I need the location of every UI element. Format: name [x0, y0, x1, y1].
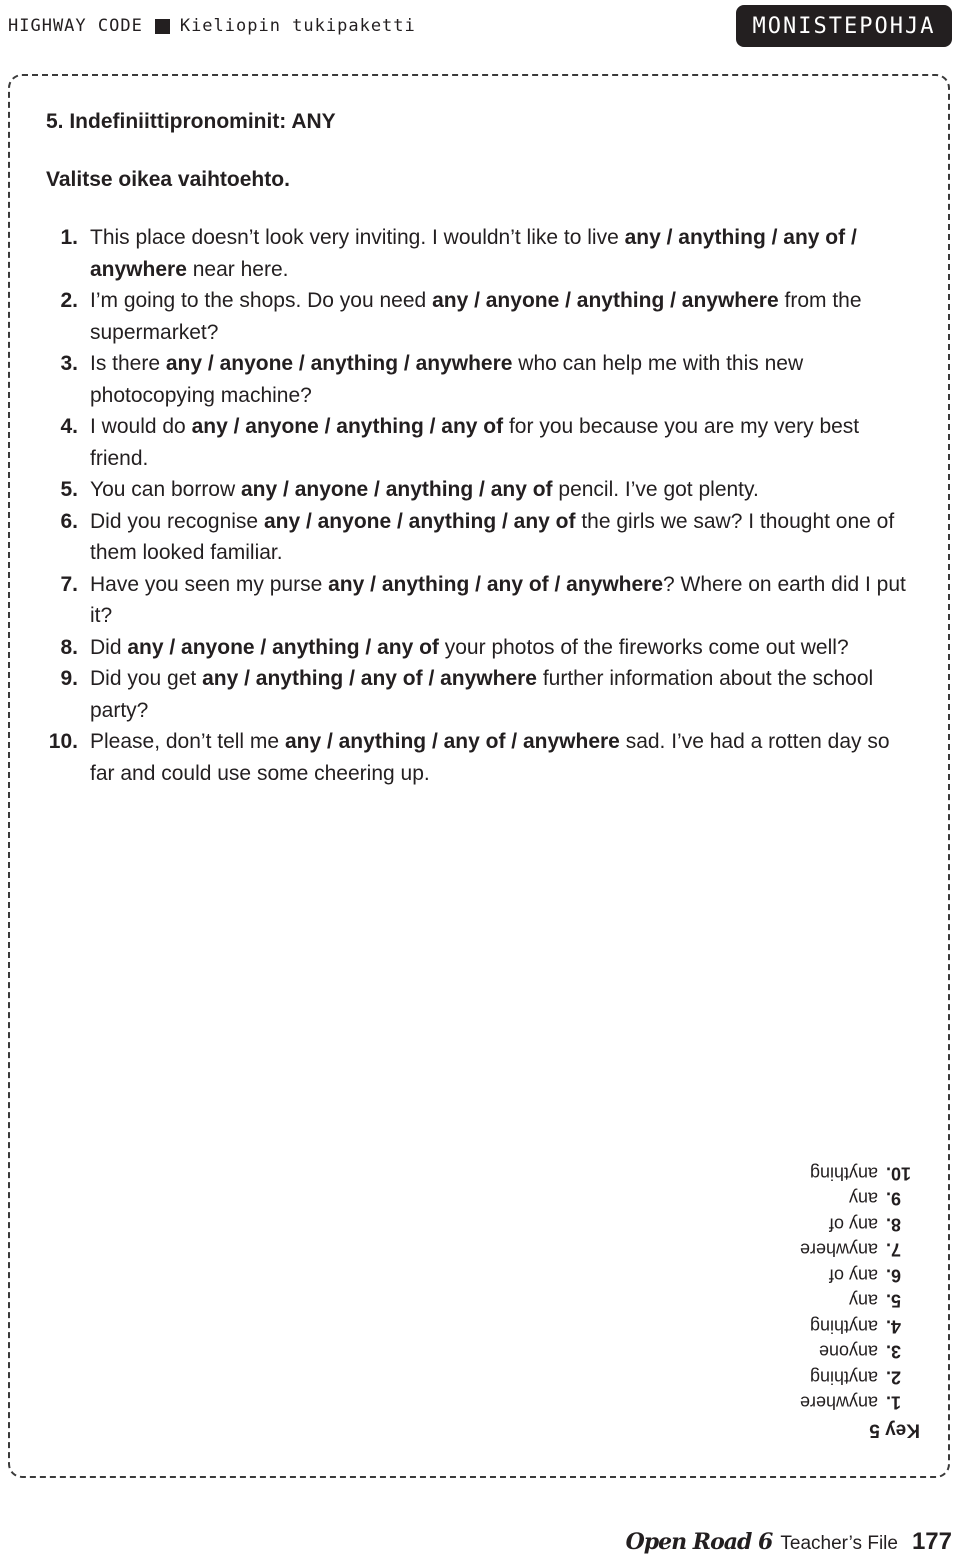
exercise-item-number: 7.	[60, 572, 78, 596]
exercise-item-suffix: further information about the school party?	[90, 667, 874, 722]
exercise-item-text	[90, 474, 916, 506]
answer-key-number: 2.	[886, 1367, 902, 1388]
answer-key-answer: anything	[809, 1316, 878, 1337]
exercise-item-number: 9.	[60, 667, 78, 690]
exercise-item-suffix: pencil. I’ve got plenty.	[552, 478, 759, 501]
answer-key-row	[784, 1262, 920, 1288]
exercise-item-options: any / anyone / anything / any of	[263, 509, 576, 533]
exercise-item	[46, 285, 916, 348]
worksheet-badge: MONISTEPOHJA	[736, 5, 952, 47]
answer-key-row	[784, 1186, 920, 1212]
exercise-item-number: 4.	[60, 415, 78, 438]
square-bullet-icon	[155, 19, 170, 34]
exercise-instruction: Valitse oikea vaihtoehto.	[46, 168, 290, 191]
exercise-item-options: any / anything / any of / anywhere	[202, 667, 537, 690]
answer-key-answer: any of	[828, 1265, 878, 1286]
exercise-item-suffix: who can help me with this new photocopying machine?	[90, 352, 804, 407]
answer-key-number: 3.	[886, 1342, 902, 1362]
exercise-item-text	[90, 222, 916, 285]
exercise-item	[46, 222, 916, 285]
exercise-item-suffix: from the supermarket?	[90, 289, 862, 344]
exercise-item-options: any / anything / any of / anywhere	[90, 226, 857, 281]
page-footer	[626, 1528, 952, 1560]
exercise-item-suffix: for you because you are my very best friend.	[90, 415, 860, 470]
exercise-item-number: 10.	[48, 730, 78, 753]
header-series	[8, 16, 416, 36]
answer-key-row	[784, 1364, 920, 1390]
answer-key-title: Key 5	[869, 1419, 920, 1441]
exercise-item	[46, 663, 916, 726]
exercise-item	[46, 411, 916, 474]
exercise-item-prefix: I would do	[90, 415, 192, 438]
exercise-item-text	[90, 411, 916, 474]
answer-key-number: 10.	[886, 1163, 912, 1184]
exercise-item-prefix: Please, don’t tell me	[90, 730, 285, 753]
answer-key-number: 6.	[886, 1265, 902, 1286]
answer-key-number: 1.	[886, 1393, 902, 1413]
exercise-item-number: 1.	[60, 226, 78, 249]
exercise-item	[46, 474, 916, 506]
exercise-item-text	[90, 726, 916, 789]
exercise-item-prefix: Is there	[90, 352, 166, 375]
exercise-item-text	[90, 285, 916, 348]
exercise-item-prefix: Did you get	[90, 667, 203, 690]
exercise-item-suffix: near here.	[186, 257, 289, 281]
exercise-item-prefix: This place doesn’t look very inviting. I wouldn’t like to live	[90, 226, 625, 249]
answer-key-answer: anything	[809, 1367, 878, 1388]
exercise-item	[46, 348, 916, 411]
answer-key-number: 8.	[886, 1214, 902, 1235]
exercise-list	[46, 222, 916, 789]
exercise-item-text	[90, 506, 916, 569]
exercise-item-options: any / anyone / anything / anywhere	[432, 289, 779, 312]
answer-key-row	[784, 1339, 920, 1365]
answer-key-answer: anyone	[818, 1342, 878, 1362]
exercise-item-suffix: ? Where on earth did I put it?	[90, 572, 906, 627]
exercise-item-options: any / anyone / anything / any of	[241, 478, 553, 501]
answer-key-row	[784, 1160, 920, 1186]
answer-key-row	[784, 1211, 920, 1237]
exercise-item-prefix: Did	[90, 635, 128, 659]
exercise-item-number: 5.	[60, 478, 78, 501]
exercise-item-options: any / anyone / anything / any of	[191, 415, 504, 438]
answer-key-number: 5.	[886, 1291, 902, 1311]
open-road-logo: Open Road 6	[625, 1529, 773, 1555]
exercise-item-number: 2.	[60, 289, 78, 312]
exercise-item-text	[90, 663, 916, 726]
exercise-item-suffix: your photos of the fireworks come out well?	[438, 635, 849, 659]
exercise-item-suffix: the girls we saw? I thought one of them looked familiar.	[90, 509, 895, 564]
exercise-item-prefix: I’m going to the shops. Do you need	[90, 289, 433, 312]
footer-label: Teacher’s File	[780, 1533, 898, 1554]
exercise-item-suffix: sad. I’ve had a rotten day so far and could use some cheering up.	[90, 730, 890, 785]
exercise-item-prefix: You can borrow	[90, 478, 241, 501]
answer-key-row	[784, 1390, 920, 1416]
answer-key-answer: any of	[828, 1214, 878, 1235]
answer-key-number: 4.	[886, 1316, 902, 1337]
answer-key-answer: anything	[809, 1163, 878, 1184]
answer-key-answer: any	[848, 1189, 878, 1209]
answer-key-answer: anywhere	[799, 1393, 878, 1413]
answer-key-row	[784, 1237, 920, 1263]
answer-key-row	[784, 1288, 920, 1314]
exercise-item-options: any / anyone / anything / any of	[127, 635, 439, 659]
exercise-item-prefix: Did you recognise	[90, 509, 264, 533]
answer-key-answer: any	[848, 1291, 878, 1311]
exercise-item-text	[90, 569, 916, 632]
exercise-item-number: 3.	[60, 352, 78, 375]
exercise-item-text	[90, 632, 916, 664]
exercise-item-prefix: Have you seen my purse	[90, 572, 329, 596]
answer-key-row	[784, 1313, 920, 1339]
exercise-item	[46, 506, 916, 569]
exercise-title: 5. Indefiniittipronominit: ANY	[46, 110, 336, 133]
exercise-item-text	[90, 348, 916, 411]
answer-key	[784, 1160, 920, 1443]
exercise-item-options: any / anything / any of / anywhere	[284, 730, 620, 753]
series-subtitle: Kieliopin tukipaketti	[179, 16, 416, 36]
answer-key-rows	[784, 1160, 920, 1415]
page-number: 177	[911, 1528, 952, 1555]
exercise-item	[46, 569, 916, 632]
exercise-item-number: 8.	[60, 635, 78, 659]
answer-key-answer: anywhere	[799, 1240, 878, 1260]
exercise-item-options: any / anything / any of / anywhere	[328, 572, 664, 596]
series-name: HIGHWAY CODE	[8, 16, 143, 36]
exercise-item	[46, 726, 916, 789]
exercise-item	[46, 632, 916, 664]
exercise-item-options: any / anyone / anything / anywhere	[165, 352, 513, 375]
answer-key-number: 9.	[886, 1189, 902, 1209]
exercise-item-number: 6.	[60, 509, 78, 533]
answer-key-number: 7.	[886, 1240, 902, 1260]
